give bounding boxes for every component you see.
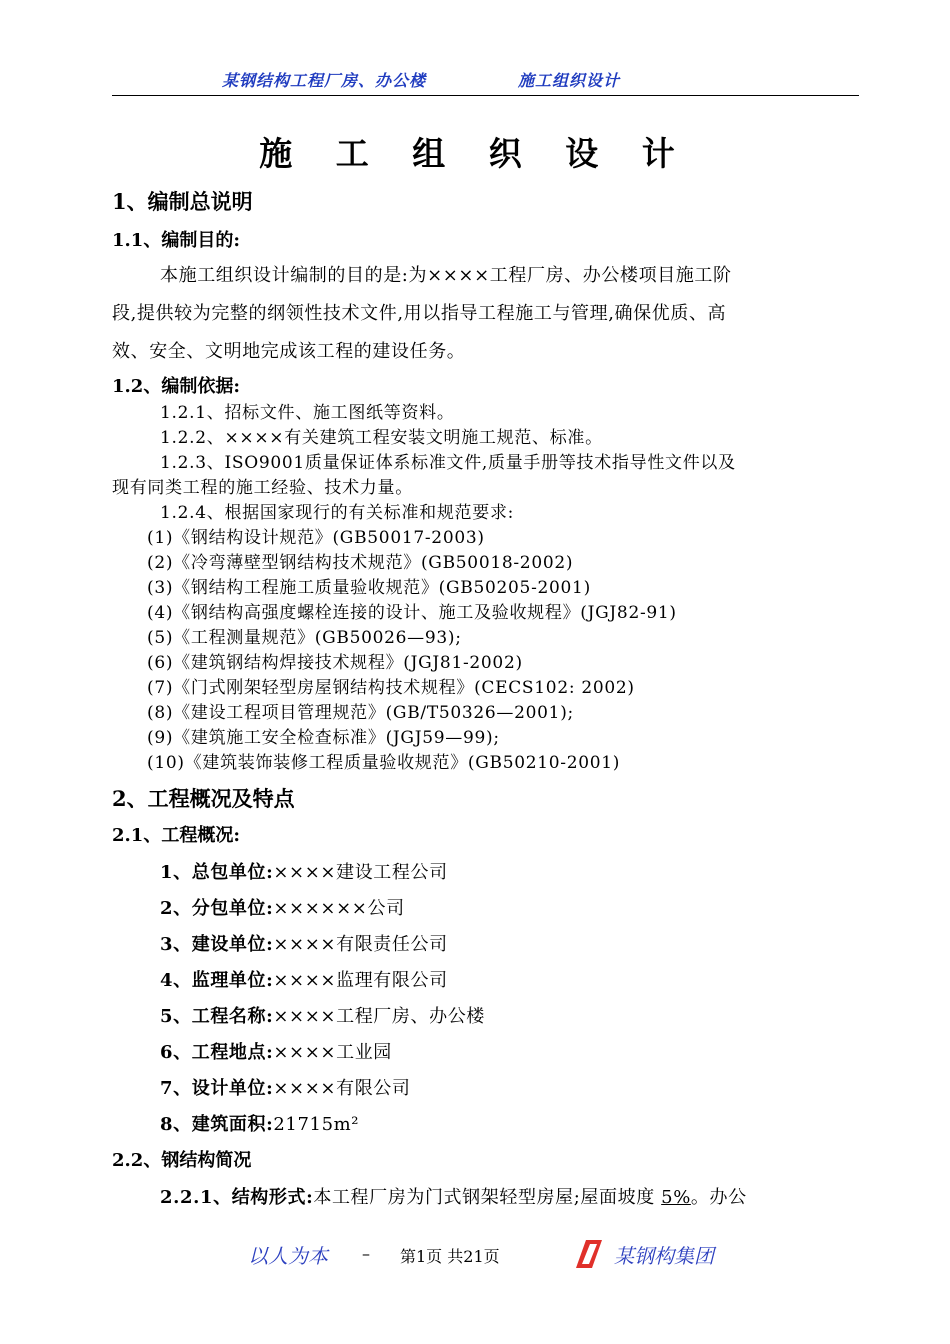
- standard-item: (7)《门式刚架轻型房屋钢结构技术规程》(CECS102: 2002): [147, 678, 635, 698]
- overview-row: [160, 858, 448, 884]
- section-2-heading: 2、工程概况及特点: [112, 786, 295, 811]
- page-number: 第1页 共21页: [400, 1247, 500, 1266]
- overview-label: 6、工程地点:: [160, 1042, 274, 1063]
- basis-item: 1.2.2、××××有关建筑工程安装文明施工规范、标准。: [160, 428, 603, 448]
- basis-item: 1.2.3、ISO9001质量保证体系标准文件,质量手册等技术指导性文件以及: [160, 453, 736, 473]
- overview-value: ××××有限公司: [273, 1078, 411, 1099]
- overview-row: [160, 1074, 411, 1100]
- overview-value: ××××建设工程公司: [273, 862, 448, 883]
- standard-item: (4)《钢结构高强度螺栓连接的设计、施工及验收规程》(JGJ82-91): [147, 603, 677, 623]
- page-title: 施 工 组 织 设 计: [259, 134, 691, 173]
- structure-tail: 。办公: [690, 1187, 747, 1208]
- standard-item: (3)《钢结构工程施工质量验收规范》(GB50205-2001): [147, 578, 591, 598]
- overview-label: 7、设计单位:: [160, 1078, 274, 1099]
- overview-value: ××××有限责任公司: [273, 934, 448, 955]
- overview-row: [160, 1002, 485, 1028]
- overview-row: [160, 930, 448, 956]
- overview-label: 4、监理单位:: [160, 970, 274, 991]
- standard-item: (10)《建筑装饰装修工程质量验收规范》(GB50210-2001): [147, 753, 621, 773]
- standard-item: (5)《工程测量规范》(GB50026—93);: [147, 628, 462, 648]
- footer-dash: –: [362, 1244, 370, 1263]
- overview-value: ××××监理有限公司: [273, 970, 448, 991]
- header-rule: [112, 95, 859, 96]
- structure-text: 本工程厂房为门式钢架轻型房屋;屋面坡度: [313, 1187, 655, 1208]
- overview-row: [160, 1110, 359, 1136]
- overview-label: 1、总包单位:: [160, 862, 274, 883]
- overview-value: ××××工业园: [273, 1042, 392, 1063]
- section-1-heading: 1、编制总说明: [112, 189, 253, 214]
- overview-value: 21715m²: [273, 1114, 360, 1135]
- footer-company: 某钢构集团: [614, 1244, 714, 1268]
- purpose-line-2: 段,提供较为完整的纲领性技术文件,用以指导工程施工与管理,确保优质、高: [112, 303, 727, 324]
- overview-value: ××××工程厂房、办公楼: [273, 1006, 485, 1027]
- structure-label: 2.2.1、结构形式:: [160, 1187, 314, 1208]
- section-1-2-heading: 1.2、编制依据:: [112, 376, 240, 397]
- basis-item: 1.2.1、招标文件、施工图纸等资料。: [160, 403, 455, 423]
- section-2-1-heading: 2.1、工程概况:: [112, 825, 240, 846]
- standard-item: (6)《建筑钢结构焊接技术规程》(JGJ81-2002): [147, 653, 523, 673]
- structure-line: [160, 1183, 747, 1209]
- overview-row: [160, 1038, 392, 1064]
- purpose-line-1: 本施工组织设计编制的目的是:为××××工程厂房、办公楼项目施工阶: [160, 265, 732, 286]
- roof-slope-value: 5%: [661, 1187, 691, 1208]
- overview-label: 5、工程名称:: [160, 1006, 274, 1027]
- purpose-line-3: 效、安全、文明地完成该工程的建设任务。: [112, 341, 466, 362]
- header-doc-type: 施工组织设计: [518, 71, 621, 90]
- footer-slogan: 以人为本: [248, 1244, 328, 1268]
- section-2-2-heading: 2.2、钢结构简况: [112, 1150, 252, 1171]
- standard-item: (1)《钢结构设计规范》(GB50017-2003): [147, 528, 485, 548]
- overview-row: [160, 966, 448, 992]
- standard-item: (2)《冷弯薄壁型钢结构技术规范》(GB50018-2002): [147, 553, 574, 573]
- header-doc-name: 某钢结构工程厂房、办公楼: [222, 71, 427, 90]
- overview-label: 2、分包单位:: [160, 898, 274, 919]
- overview-label: 8、建筑面积:: [160, 1114, 274, 1135]
- section-1-1-heading: 1.1、编制目的:: [112, 230, 240, 251]
- overview-value: ××××××公司: [273, 898, 405, 919]
- basis-item-cont: 现有同类工程的施工经验、技术力量。: [112, 478, 413, 498]
- basis-item: 1.2.4、根据国家现行的有关标准和规范要求:: [160, 503, 515, 523]
- standard-item: (8)《建设工程项目管理规范》(GB/T50326—2001);: [147, 703, 574, 723]
- standard-item: (9)《建筑施工安全检查标准》(JGJ59—99);: [147, 728, 500, 748]
- overview-label: 3、建设单位:: [160, 934, 274, 955]
- overview-row: [160, 894, 405, 920]
- company-logo-icon: [572, 1239, 606, 1269]
